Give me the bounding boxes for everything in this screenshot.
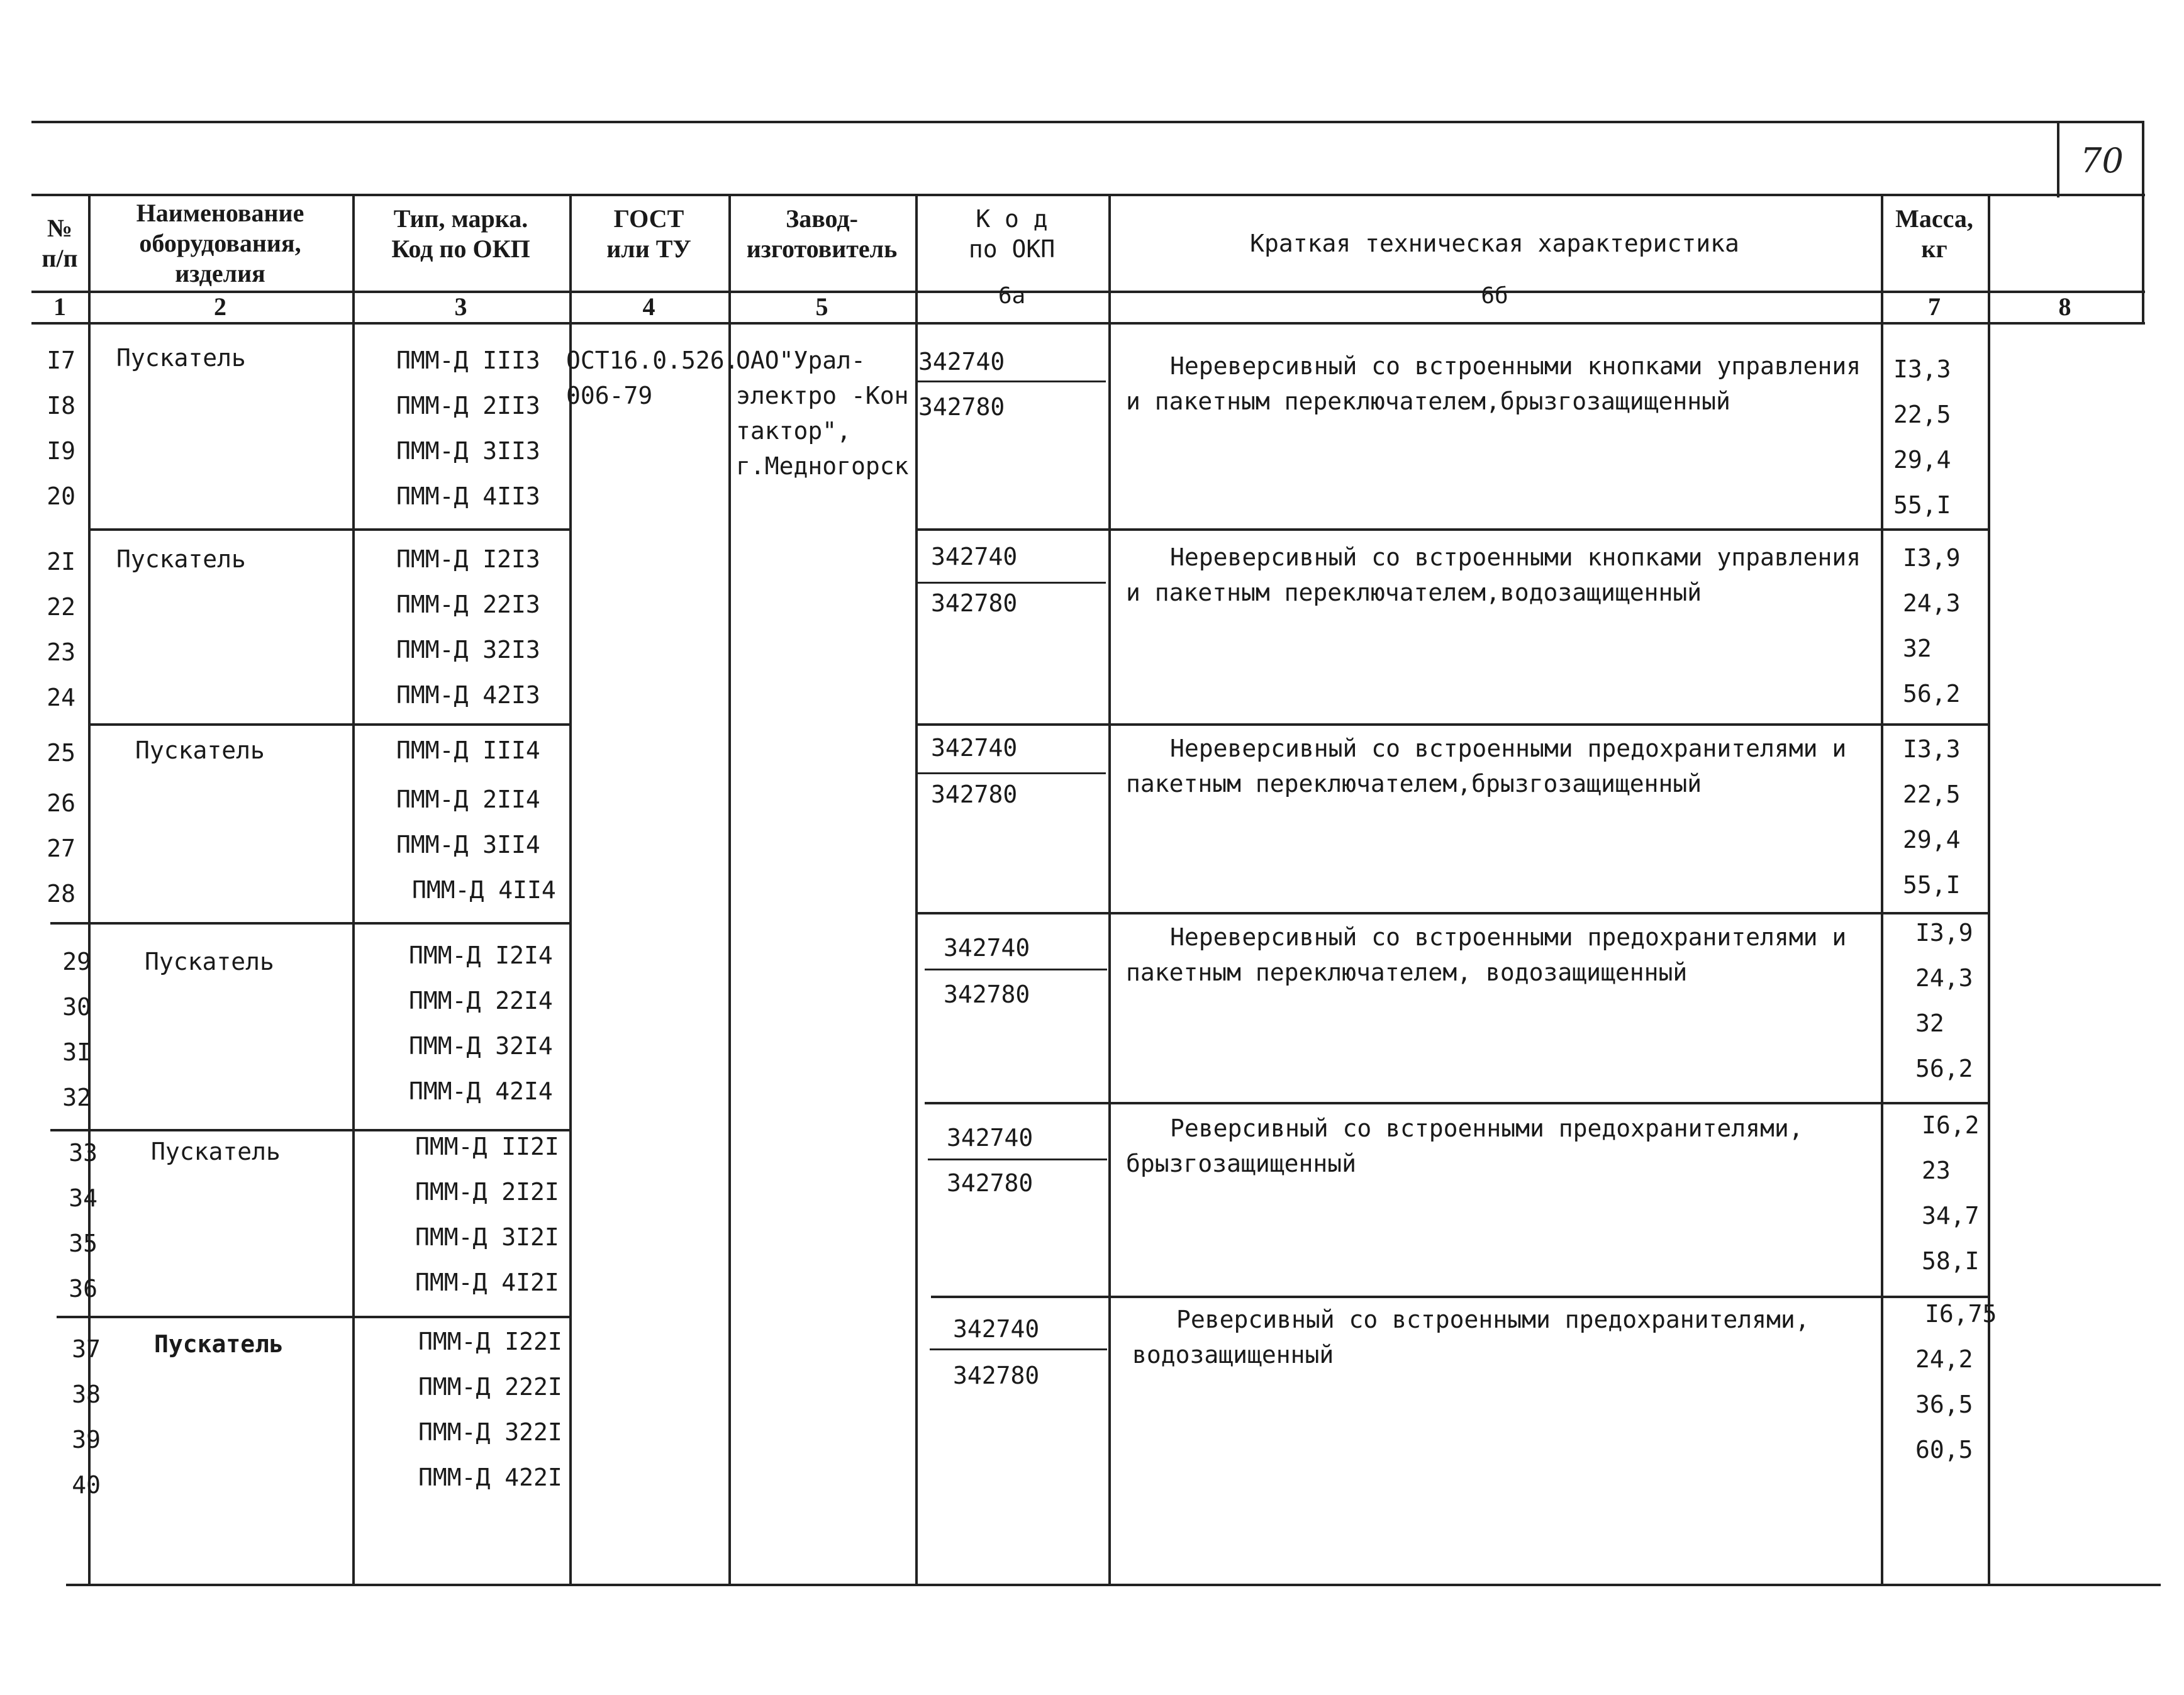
row-number: 22 bbox=[47, 593, 75, 621]
row-number: 20 bbox=[47, 482, 75, 510]
group-divider bbox=[931, 1296, 1988, 1298]
row-number: 33 bbox=[69, 1139, 98, 1167]
page-number: 70 bbox=[2080, 140, 2124, 181]
type-code: ПММ-Д 32I4 bbox=[409, 1032, 553, 1060]
header-name: Наименование оборудования, изделия bbox=[136, 199, 304, 287]
header-manufacturer: Завод- изготовитель bbox=[746, 204, 898, 263]
mass-value: 58,I bbox=[1922, 1247, 1980, 1275]
type-code: ПММ-Д 4I2I bbox=[415, 1269, 559, 1296]
mass-value: 22,5 bbox=[1903, 781, 1961, 808]
description: Нереверсивный со встроенными предохранителями и пакетным переключателем, водозащищенный bbox=[1126, 923, 1847, 986]
type-code: ПММ-Д 3II4 bbox=[396, 831, 540, 859]
group-divider bbox=[57, 1316, 569, 1318]
okp-code: 342740 bbox=[944, 934, 1030, 962]
mass-value: 56,2 bbox=[1903, 680, 1961, 708]
manufacturer-cell: ОАО"Урал- электро -Кон тактор", г.Медногорск bbox=[736, 347, 909, 480]
group-divider bbox=[50, 922, 569, 925]
code-divider bbox=[917, 381, 1106, 382]
colnum-7: 7 bbox=[1928, 292, 1941, 321]
row-number: 35 bbox=[69, 1230, 98, 1257]
group-name: Пускатель bbox=[145, 948, 274, 975]
group-name: Пускатель bbox=[135, 736, 265, 764]
header-number: № п/п bbox=[42, 214, 78, 272]
col-sep-9 bbox=[2142, 121, 2144, 322]
mass-value: I3,3 bbox=[1893, 355, 1951, 383]
description: Нереверсивный со встроенными кнопками управления и пакетным переключателем,водозащищенный bbox=[1126, 543, 1861, 606]
colnum-bottom-rule bbox=[31, 322, 2145, 325]
mass-value: I6,75 bbox=[1925, 1300, 1997, 1328]
row-number: 23 bbox=[47, 638, 75, 666]
type-code: ПММ-Д 222I bbox=[418, 1373, 562, 1401]
col-sep-2 bbox=[352, 194, 355, 1584]
group-divider bbox=[915, 723, 1988, 726]
colnum-5: 5 bbox=[815, 292, 828, 321]
group-name: Пускатель bbox=[151, 1138, 281, 1165]
type-code: ПММ-Д 22I3 bbox=[396, 591, 540, 618]
mass-value: 24,3 bbox=[1903, 589, 1961, 617]
page-number-box bbox=[2057, 121, 2144, 197]
colnum-6b: 6б bbox=[1481, 282, 1508, 309]
row-number: I8 bbox=[47, 392, 75, 420]
mass-value: 55,I bbox=[1893, 491, 1951, 519]
row-number: 26 bbox=[47, 789, 75, 817]
col-sep-5 bbox=[915, 194, 918, 1584]
group-name: Пускатель bbox=[116, 344, 246, 372]
mass-value: 29,4 bbox=[1893, 446, 1951, 474]
colnum-4: 4 bbox=[642, 292, 655, 321]
row-number: 36 bbox=[69, 1275, 98, 1303]
header-type: Тип, марка. Код по ОКП bbox=[391, 204, 530, 263]
mass-value: 60,5 bbox=[1915, 1436, 1973, 1464]
okp-code: 342740 bbox=[931, 543, 1018, 570]
okp-code: 342740 bbox=[931, 734, 1018, 762]
table-bottom-rule bbox=[66, 1584, 2161, 1586]
row-number: 30 bbox=[62, 993, 91, 1021]
mass-value: 34,7 bbox=[1922, 1202, 1980, 1230]
mass-value: I3,9 bbox=[1915, 919, 1973, 947]
gost-cell: ОСТ16.0.526. 006-79 bbox=[566, 347, 739, 409]
header-gost: ГОСТ или ТУ bbox=[606, 204, 691, 263]
okp-code: 342780 bbox=[947, 1169, 1034, 1197]
row-number: 3I bbox=[62, 1038, 91, 1066]
code-divider bbox=[917, 582, 1106, 584]
type-code: ПММ-Д 32I3 bbox=[396, 636, 540, 664]
row-number: 24 bbox=[47, 684, 75, 711]
group-divider bbox=[88, 723, 569, 726]
type-code: ПММ-Д 3I2I bbox=[415, 1223, 559, 1251]
mass-value: 55,I bbox=[1903, 871, 1961, 899]
okp-code: 342740 bbox=[947, 1124, 1034, 1152]
row-number: 38 bbox=[72, 1381, 101, 1408]
group-divider bbox=[915, 912, 1988, 914]
code-divider bbox=[930, 1348, 1107, 1350]
okp-code: 342740 bbox=[918, 348, 1005, 375]
group-divider bbox=[88, 528, 569, 531]
okp-code: 342740 bbox=[953, 1315, 1040, 1343]
group-name: Пускатель bbox=[116, 545, 246, 573]
type-code: ПММ-Д 22I4 bbox=[409, 987, 553, 1014]
description: Реверсивный со встроенными предохранителями, брызгозащищенный bbox=[1126, 1114, 1803, 1177]
code-divider bbox=[925, 969, 1107, 970]
colnum-8: 8 bbox=[2058, 292, 2071, 321]
colnum-3: 3 bbox=[454, 292, 467, 321]
mass-value: I3,9 bbox=[1903, 544, 1961, 572]
row-number: 2I bbox=[47, 548, 75, 575]
code-divider bbox=[928, 1159, 1107, 1160]
type-code: ПММ-Д I2I3 bbox=[396, 545, 540, 573]
row-number: 29 bbox=[62, 948, 91, 975]
mass-value: 24,2 bbox=[1915, 1345, 1973, 1373]
mass-value: I3,3 bbox=[1903, 735, 1961, 763]
row-number: I7 bbox=[47, 347, 75, 374]
row-number: I9 bbox=[47, 437, 75, 465]
header-okp-code: К о д по ОКП bbox=[968, 205, 1056, 263]
colnum-1: 1 bbox=[53, 292, 66, 321]
colnum-2: 2 bbox=[214, 292, 226, 321]
type-code: ПММ-Д 2II4 bbox=[396, 786, 540, 813]
type-code: ПММ-Д 4II4 bbox=[412, 876, 556, 904]
type-code: ПММ-Д 2II3 bbox=[396, 392, 540, 420]
colnum-6a: 6а bbox=[998, 282, 1026, 309]
mass-value: 32 bbox=[1915, 1009, 1944, 1037]
okp-code: 342780 bbox=[918, 393, 1005, 421]
top-rule bbox=[31, 121, 2057, 123]
group-name: Пускатель bbox=[154, 1330, 284, 1358]
group-divider bbox=[50, 1129, 569, 1131]
type-code: ПММ-Д 4II3 bbox=[396, 482, 540, 510]
okp-code: 342780 bbox=[931, 781, 1018, 808]
row-number: 34 bbox=[69, 1184, 98, 1212]
type-code: ПММ-Д 422I bbox=[418, 1464, 562, 1491]
type-code: ПММ-Д 3II3 bbox=[396, 437, 540, 465]
description: Реверсивный со встроенными предохранителями, водозащищенный bbox=[1132, 1306, 1810, 1369]
okp-code: 342780 bbox=[953, 1362, 1040, 1389]
col-sep-6 bbox=[1108, 194, 1111, 1584]
mass-value: 56,2 bbox=[1915, 1055, 1973, 1082]
code-divider bbox=[917, 772, 1106, 774]
mass-value: 22,5 bbox=[1893, 401, 1951, 428]
mass-value: 23 bbox=[1922, 1157, 1951, 1184]
col-sep-1 bbox=[88, 194, 91, 1584]
row-number: 40 bbox=[72, 1471, 101, 1499]
type-code: ПММ-Д II2I bbox=[415, 1133, 559, 1160]
type-code: ПММ-Д 42I3 bbox=[396, 681, 540, 709]
okp-code: 342780 bbox=[931, 589, 1018, 617]
type-code: ПММ-Д 42I4 bbox=[409, 1077, 553, 1105]
row-number: 27 bbox=[47, 835, 75, 862]
type-code: ПММ-Д 2I2I bbox=[415, 1178, 559, 1206]
row-number: 28 bbox=[47, 880, 75, 908]
type-code: ПММ-Д 322I bbox=[418, 1418, 562, 1446]
okp-code: 342780 bbox=[944, 981, 1030, 1008]
mass-value: 36,5 bbox=[1915, 1391, 1973, 1418]
type-code: ПММ-Д III4 bbox=[396, 736, 540, 764]
group-divider bbox=[925, 1102, 1988, 1104]
type-code: ПММ-Д III3 bbox=[396, 347, 540, 374]
description: Нереверсивный со встроенными предохранителями и пакетным переключателем,брызгозащищенный bbox=[1126, 735, 1847, 797]
mass-value: 32 bbox=[1903, 635, 1932, 662]
row-number: 32 bbox=[62, 1084, 91, 1111]
mass-value: I6,2 bbox=[1922, 1111, 1980, 1139]
col-sep-7 bbox=[1881, 194, 1883, 1584]
type-code: ПММ-Д I2I4 bbox=[409, 942, 553, 969]
row-number: 25 bbox=[47, 739, 75, 767]
description: Нереверсивный со встроенными кнопками управления и пакетным переключателем,брызгозащищенный bbox=[1126, 352, 1861, 415]
header-mass: Масса, кг bbox=[1895, 204, 1973, 263]
header-description: Краткая техническая характеристика bbox=[1250, 230, 1739, 257]
group-divider bbox=[915, 528, 1988, 531]
row-number: 39 bbox=[72, 1426, 101, 1453]
col-sep-8 bbox=[1988, 194, 1990, 1584]
row-number: 37 bbox=[72, 1335, 101, 1363]
type-code: ПММ-Д I22I bbox=[418, 1328, 562, 1355]
mass-value: 29,4 bbox=[1903, 826, 1961, 853]
mass-value: 24,3 bbox=[1915, 964, 1973, 992]
